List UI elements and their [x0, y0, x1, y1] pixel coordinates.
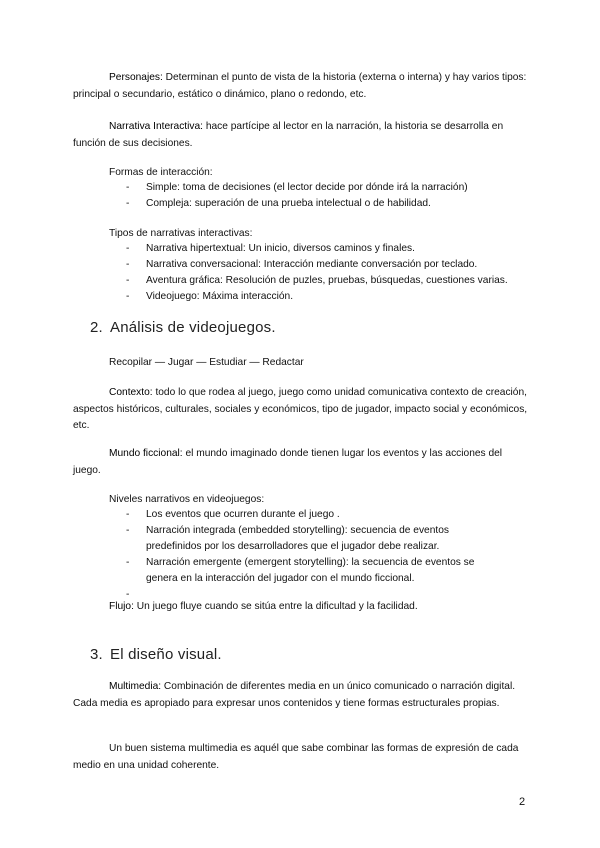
personajes-term: Personajes: [109, 72, 163, 83]
list-item: - Narrativa conversacional: Interacción mediante conversación por teclado. [126, 257, 536, 273]
sistema-paragraph: Un buen sistema multimedia es aquél que sabe combinar las formas de expresión de cada medio en una unidad coherente. [73, 743, 519, 771]
list-item: - Narración integrada (embedded storytelling): secuencia de eventos predefinidos por los desarrolladores que el jugador debe realizar. [126, 523, 506, 555]
page-number: 2 [519, 796, 526, 808]
multimedia-term: Multimedia: [109, 681, 162, 692]
list-item: - Videojuego: Máxima interacción. [126, 289, 536, 305]
narrativa-interactiva-paragraph [73, 119, 529, 152]
list-item: - Narrativa hipertextual: Un inicio, diversos caminos y finales. [126, 241, 536, 257]
analysis-steps: Recopilar — Jugar — Estudiar — Redactar [109, 357, 304, 368]
flujo-term: Flujo: [109, 601, 134, 612]
section-title: Análisis de videojuegos. [110, 319, 276, 336]
narrativa-interactiva-text: hace partícipe al lector en la narración, la historia se desarrolla en función de sus decisiones. [73, 121, 504, 149]
contexto-paragraph [73, 385, 529, 435]
multimedia-text: Combinación de diferentes media en un único comunicado o narración digital. Cada media es apropiado para expresar unos contenidos y tiene formas estructurales propias. [73, 681, 516, 709]
mundo-ficcional-paragraph [73, 446, 529, 479]
mundo-ficcional-term: Mundo ficcional: [109, 448, 183, 459]
tipos-narrativas-list [126, 241, 536, 305]
section-heading-diseno-visual [90, 645, 222, 665]
list-item: - Los eventos que ocurren durante el juego . [126, 507, 506, 523]
list-item: - Simple: toma de decisiones (el lector decide por dónde irá la narración) [126, 180, 536, 196]
narrativa-interactiva-term: Narrativa Interactiva: [109, 121, 203, 132]
tipos-narrativas-title: Tipos de narrativas interactivas: [109, 228, 253, 239]
niveles-title: Niveles narrativos en videojuegos: [109, 494, 265, 505]
section-number: 3. [90, 646, 103, 663]
multimedia-paragraph [73, 679, 529, 712]
flujo-text: Un juego fluye cuando se sitúa entre la dificultad y la facilidad. [133, 601, 418, 612]
mundo-ficcional-text: el mundo imaginado donde tienen lugar los eventos y las acciones del juego. [73, 448, 503, 476]
list-item: - Narración emergente (emergent storytelling): la secuencia de eventos se genera en la interacción del jugador con el mundo ficcional. [126, 555, 506, 587]
list-item: - Aventura gráfica: Resolución de puzles, pruebas, búsquedas, cuestiones varias. [126, 273, 536, 289]
contexto-term: Contexto: [109, 387, 153, 398]
niveles-list [126, 507, 506, 603]
section-heading-analisis [90, 318, 276, 338]
section-title: El diseño visual. [110, 646, 222, 663]
flujo-paragraph [109, 599, 418, 615]
formas-interaccion-list [126, 180, 536, 212]
personajes-text: Determinan el punto de vista de la historia (externa o interna) y hay varios tipos: principal o secundario, estático o dinámico, plano o redondo, etc. [73, 72, 527, 100]
list-item: - Compleja: superación de una prueba intelectual o de habilidad. [126, 196, 536, 212]
personajes-paragraph [73, 70, 529, 103]
contexto-text: todo lo que rodea al juego, juego como unidad comunicativa contexto de creación, aspectos históricos, culturales, sociales y económicos, tipo de jugador, impacto social y económicos, etc. [73, 387, 528, 431]
section-number: 2. [90, 319, 103, 336]
formas-interaccion-title: Formas de interacción: [109, 167, 213, 178]
